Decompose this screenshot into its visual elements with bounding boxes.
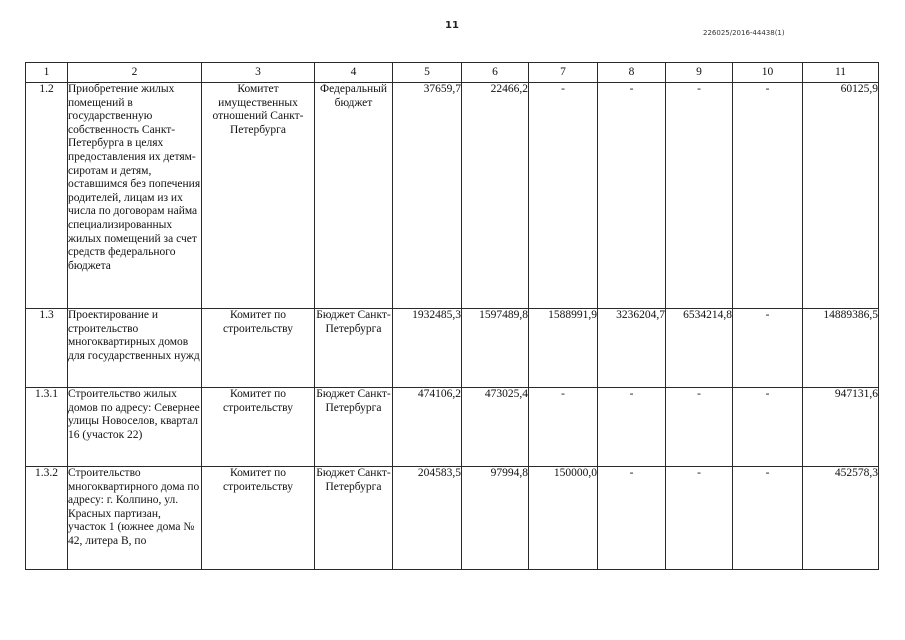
table-row: [26, 467, 879, 570]
header-col-4: 4: [315, 63, 393, 83]
row-value-col9: 6534214,8: [666, 309, 733, 388]
row-value-col8: -: [598, 83, 666, 309]
row-description: Приобретение жилых помещений в государственную собственность Санкт-Петербурга в целях предоставления их детям-сиротам и детям, оставшимся без попечения родителей, лицам из их числа по договорам найма специализированных жилых помещений за счет средств федерального бюджета: [68, 83, 202, 309]
row-number: 1.2: [26, 83, 68, 309]
header-row: [26, 63, 879, 83]
document-code: 226025/2016-44438(1): [703, 29, 785, 37]
row-funding-source: Федеральный бюджет: [315, 83, 393, 309]
row-funding-source: Бюджет Санкт-Петербурга: [315, 467, 393, 570]
row-value-col6: 1597489,8: [462, 309, 529, 388]
page-number: 11: [445, 20, 459, 31]
row-value-col6: 22466,2: [462, 83, 529, 309]
row-value-col5: 474106,2: [393, 388, 462, 467]
row-number: 1.3.2: [26, 467, 68, 570]
row-description: Проектирование и строительство многоквартирных домов для государственных нужд: [68, 309, 202, 388]
row-value-col8: 3236204,7: [598, 309, 666, 388]
row-value-col7: -: [529, 388, 598, 467]
row-number: 1.3: [26, 309, 68, 388]
row-value-col7: -: [529, 83, 598, 309]
row-value-col6: 473025,4: [462, 388, 529, 467]
table-row: [26, 83, 879, 309]
header-col-8: 8: [598, 63, 666, 83]
row-value-col10: -: [733, 467, 803, 570]
table-row: [26, 309, 879, 388]
row-value-col6: 97994,8: [462, 467, 529, 570]
header-col-7: 7: [529, 63, 598, 83]
row-executor: Комитет по строительству: [202, 388, 315, 467]
row-executor: Комитет по строительству: [202, 309, 315, 388]
row-executor: Комитет имущественных отношений Санкт-Петербурга: [202, 83, 315, 309]
row-value-col8: -: [598, 388, 666, 467]
row-total: 60125,9: [803, 83, 879, 309]
row-value-col8: -: [598, 467, 666, 570]
row-value-col5: 37659,7: [393, 83, 462, 309]
row-number: 1.3.1: [26, 388, 68, 467]
row-value-col10: -: [733, 83, 803, 309]
header-col-9: 9: [666, 63, 733, 83]
header-col-1: 1: [26, 63, 68, 83]
row-value-col10: -: [733, 388, 803, 467]
header-col-3: 3: [202, 63, 315, 83]
header-col-11: 11: [803, 63, 879, 83]
row-value-col5: 1932485,3: [393, 309, 462, 388]
row-description: Строительство многоквартирного дома по адресу: г. Колпино, ул. Красных партизан, участок 1 (южнее дома № 42, литера В, по: [68, 467, 202, 570]
row-total: 452578,3: [803, 467, 879, 570]
row-value-col7: 150000,0: [529, 467, 598, 570]
budget-table: [25, 62, 879, 570]
header-col-6: 6: [462, 63, 529, 83]
row-value-col7: 1588991,9: [529, 309, 598, 388]
row-funding-source: Бюджет Санкт-Петербурга: [315, 388, 393, 467]
header-col-2: 2: [68, 63, 202, 83]
row-value-col9: -: [666, 83, 733, 309]
header-col-5: 5: [393, 63, 462, 83]
row-executor: Комитет по строительству: [202, 467, 315, 570]
row-total: 14889386,5: [803, 309, 879, 388]
row-value-col9: -: [666, 388, 733, 467]
row-value-col5: 204583,5: [393, 467, 462, 570]
row-description: Строительство жилых домов по адресу: Севернее улицы Новоселов, квартал 16 (участок 22): [68, 388, 202, 467]
table-row: [26, 388, 879, 467]
row-value-col9: -: [666, 467, 733, 570]
row-total: 947131,6: [803, 388, 879, 467]
row-value-col10: -: [733, 309, 803, 388]
header-col-10: 10: [733, 63, 803, 83]
row-funding-source: Бюджет Санкт-Петербурга: [315, 309, 393, 388]
